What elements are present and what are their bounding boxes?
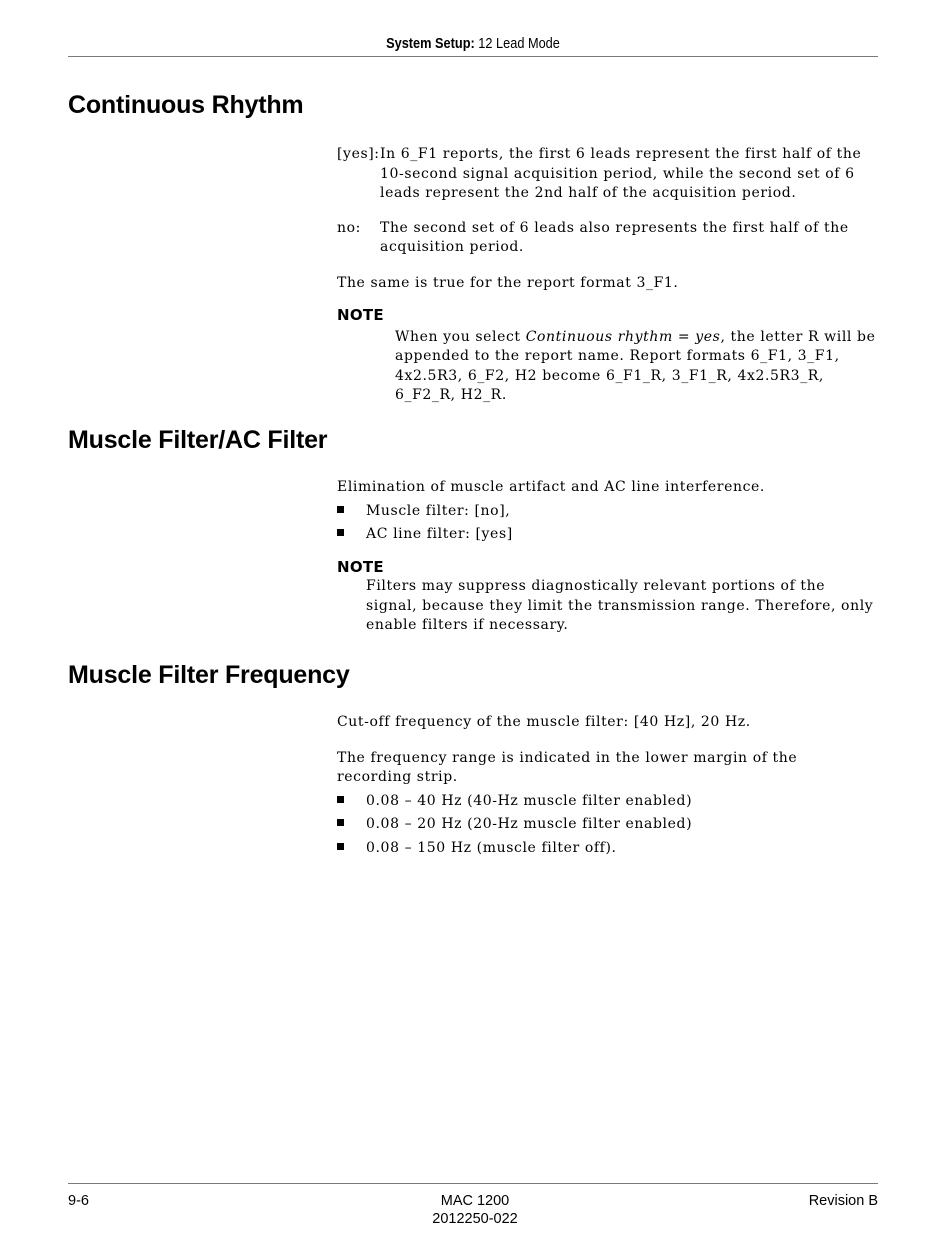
continuous-rhythm-body (337, 145, 877, 406)
note-text (337, 328, 877, 406)
bullet-text: Muscle filter: [no], (366, 502, 511, 519)
footer-rule (68, 1183, 878, 1184)
range-text: The frequency range is indicated in the lower margin of the recording strip. (337, 749, 798, 785)
muscle-filter-frequency-body (337, 713, 877, 858)
list-item (337, 839, 877, 859)
note-label: NOTE (337, 557, 384, 576)
bullet-text: AC line filter: [yes] (366, 526, 513, 542)
heading-muscle-filter-frequency: Muscle Filter Frequency (68, 661, 350, 689)
note-label: NOTE (337, 306, 384, 324)
bullet-text: 0.08 – 20 Hz (20-Hz muscle filter enabled) (366, 816, 693, 832)
option-no-text: The second set of 6 leads also represents the first half of the acquisition period. (380, 219, 849, 255)
header-section-rest: 12 Lead Mode (474, 36, 560, 52)
bullet-square-icon (337, 796, 344, 803)
cutoff-text: Cut-off frequency of the muscle filter: [40 Hz], 20 Hz. (337, 714, 751, 730)
option-no-term: no: (337, 219, 361, 236)
note-text: Filters may suppress diagnostically relevant portions of the signal, because they limit the transmission range. Therefore, only enable filters if necessary. (366, 578, 874, 633)
list-item (337, 525, 877, 545)
bullet-square-icon (337, 819, 344, 826)
list-item (337, 815, 877, 835)
heading-continuous-rhythm: Continuous Rhythm (68, 91, 304, 119)
bullet-text: 0.08 – 40 Hz (40-Hz muscle filter enabled) (366, 792, 693, 809)
bullet-square-icon (337, 843, 344, 850)
list-item (337, 502, 877, 522)
option-yes (337, 145, 877, 204)
bullet-square-icon (337, 529, 344, 536)
muscle-ac-intro: Elimination of muscle artifact and AC line interference. (337, 479, 765, 495)
list-item (337, 792, 877, 812)
option-yes-text: In 6_F1 reports, the first 6 leads represent the first half of the 10-second signal acquisition period, while the second set of 6 leads represent the 2nd half of the acquisition period. (380, 146, 862, 201)
footer-product: MAC 1200 (440, 1193, 510, 1209)
same-format-text: The same is true for the report format 3_F1. (337, 274, 679, 291)
header-rule (68, 56, 878, 57)
muscle-ac-filter-body (337, 478, 877, 636)
option-no (337, 219, 877, 258)
footer-revision: Revision B (808, 1193, 878, 1209)
running-header (117, 36, 830, 52)
note-text-post: , the letter R will be appended to the report name. Report formats 6_F1, 3_F1, 4x2.5R3, 6_F2, H2 become 6_F1_R, 3_F1_R, 4x2.5R3_R, 6_F2_R, H2_R. (395, 328, 876, 403)
note-text-italic: Continuous rhythm = yes (525, 328, 721, 345)
bullet-text: 0.08 – 150 Hz (muscle filter off). (366, 839, 617, 856)
footer-page-number: 9-6 (68, 1193, 89, 1209)
note-text-pre: When you select (395, 328, 526, 345)
option-yes-term: [yes]: (337, 146, 380, 162)
bullet-square-icon (337, 506, 344, 513)
heading-muscle-ac-filter: Muscle Filter/AC Filter (68, 426, 328, 454)
header-section-bold: System Setup: (386, 36, 475, 52)
footer-doc-number: 2012250-022 (432, 1211, 518, 1227)
